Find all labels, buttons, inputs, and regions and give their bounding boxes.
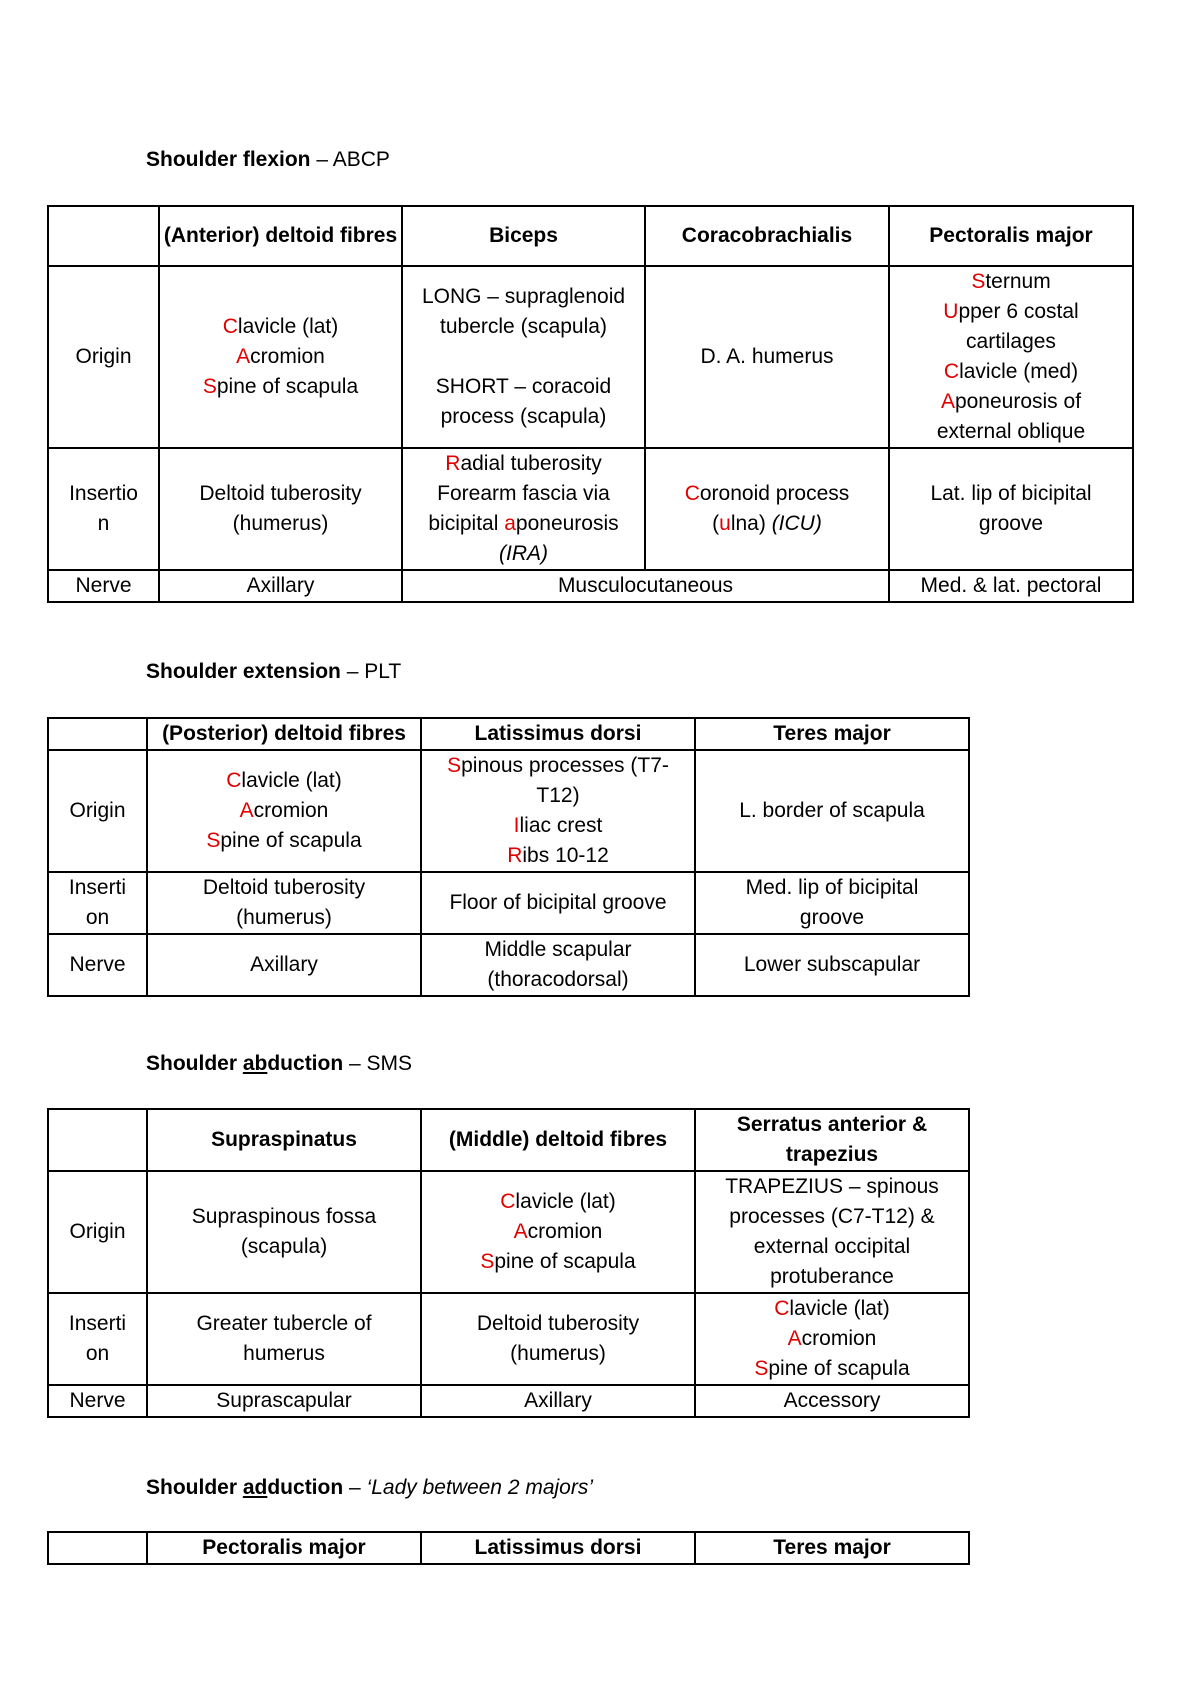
extension-insertion-label: Inserti on — [48, 872, 147, 934]
extension-nerve-label: Nerve — [48, 934, 147, 996]
flexion-heading: Shoulder flexion – ABCP — [146, 148, 390, 171]
abduction-title: Shoulder abduction — [146, 1052, 344, 1075]
adduction-corner-cell — [48, 1532, 147, 1564]
flexion-origin-label: Origin — [48, 266, 159, 448]
flexion-insertion-deltoid: Deltoid tuberosity (humerus) — [159, 448, 402, 570]
extension-insertion-row — [48, 872, 969, 934]
abduction-header-row — [48, 1109, 969, 1171]
abduction-table — [47, 1108, 970, 1418]
abduction-nerve-label: Nerve — [48, 1385, 147, 1417]
extension-insertion-latissimus: Floor of bicipital groove — [421, 872, 695, 934]
abduction-origin-row — [48, 1171, 969, 1293]
flexion-corner-cell — [48, 206, 159, 266]
extension-mnemonic: PLT — [364, 660, 402, 683]
abduction-nerve-supraspinatus: Suprascapular — [147, 1385, 421, 1417]
extension-origin-latissimus: Spinous processes (T7- T12) Iliac crest Ribs 10-12 — [421, 750, 695, 872]
abduction-col-supraspinatus: Supraspinatus — [147, 1109, 421, 1171]
extension-insertion-teres: Med. lip of bicipital groove — [695, 872, 969, 934]
flexion-title: Shoulder flexion — [146, 148, 311, 171]
abduction-col-serratus-trapezius: Serratus anterior & trapezius — [695, 1109, 969, 1171]
adduction-col-latissimus: Latissimus dorsi — [421, 1532, 695, 1564]
extension-origin-deltoid: Clavicle (lat) Acromion Spine of scapula — [147, 750, 421, 872]
abduction-nerve-deltoid: Axillary — [421, 1385, 695, 1417]
abduction-insertion-trapezius: Clavicle (lat) Acromion Spine of scapula — [695, 1293, 969, 1385]
flexion-origin-pectoralis: Sternum Upper 6 costal cartilages Clavicle (med) Aponeurosis of external oblique — [889, 266, 1133, 448]
abduction-insertion-deltoid: Deltoid tuberosity (humerus) — [421, 1293, 695, 1385]
flexion-nerve-deltoid: Axillary — [159, 570, 402, 602]
flexion-origin-coracobrachialis: D. A. humerus — [645, 266, 889, 448]
extension-nerve-row — [48, 934, 969, 996]
extension-insertion-deltoid: Deltoid tuberosity (humerus) — [147, 872, 421, 934]
flexion-mnemonic: ABCP — [332, 148, 390, 171]
extension-origin-label: Origin — [48, 750, 147, 872]
flexion-origin-biceps: LONG – supraglenoid tubercle (scapula) SHORT – coracoid process (scapula) — [402, 266, 645, 448]
adduction-title: Shoulder adduction — [146, 1476, 344, 1499]
flexion-nerve-row — [48, 570, 1133, 602]
abduction-insertion-label: Inserti on — [48, 1293, 147, 1385]
abduction-col-middle-deltoid: (Middle) deltoid fibres — [421, 1109, 695, 1171]
flexion-nerve-pectoralis: Med. & lat. pectoral — [889, 570, 1133, 602]
extension-origin-teres: L. border of scapula — [695, 750, 969, 872]
extension-nerve-teres: Lower subscapular — [695, 934, 969, 996]
extension-table — [47, 717, 970, 997]
flexion-nerve-label: Nerve — [48, 570, 159, 602]
flexion-origin-deltoid: Clavicle (lat) Acromion Spine of scapula — [159, 266, 402, 448]
abduction-origin-supraspinatus: Supraspinous fossa (scapula) — [147, 1171, 421, 1293]
flexion-origin-row — [48, 266, 1133, 448]
flexion-col-anterior-deltoid: (Anterior) deltoid fibres — [159, 206, 402, 266]
adduction-header-row — [48, 1532, 969, 1564]
abduction-origin-deltoid: Clavicle (lat) Acromion Spine of scapula — [421, 1171, 695, 1293]
flexion-table — [47, 205, 1134, 603]
abduction-corner-cell — [48, 1109, 147, 1171]
flexion-col-coracobrachialis: Coracobrachialis — [645, 206, 889, 266]
flexion-insertion-label: Insertio n — [48, 448, 159, 570]
adduction-mnemonic: ‘Lady between 2 majors’ — [366, 1476, 594, 1499]
flexion-col-pectoralis-major: Pectoralis major — [889, 206, 1133, 266]
flexion-insertion-coracobrachialis: Coronoid process (ulna) (ICU) — [645, 448, 889, 570]
extension-heading: Shoulder extension – PLT — [146, 660, 402, 683]
flexion-header-row — [48, 206, 1133, 266]
extension-title: Shoulder extension — [146, 660, 341, 683]
adduction-col-pectoralis-major: Pectoralis major — [147, 1532, 421, 1564]
abduction-origin-trapezius: TRAPEZIUS – spinous processes (C7-T12) & external occipital protuberance — [695, 1171, 969, 1293]
flexion-insertion-row — [48, 448, 1133, 570]
extension-nerve-deltoid: Axillary — [147, 934, 421, 996]
flexion-col-biceps: Biceps — [402, 206, 645, 266]
extension-origin-row — [48, 750, 969, 872]
flexion-insertion-pectoralis: Lat. lip of bicipital groove — [889, 448, 1133, 570]
adduction-heading: Shoulder adduction – ‘Lady between 2 majors’ — [146, 1476, 594, 1499]
extension-col-teres-major: Teres major — [695, 718, 969, 750]
abduction-nerve-row — [48, 1385, 969, 1417]
abduction-origin-label: Origin — [48, 1171, 147, 1293]
extension-col-posterior-deltoid: (Posterior) deltoid fibres — [147, 718, 421, 750]
abduction-heading: Shoulder abduction – SMS — [146, 1052, 413, 1075]
adduction-table — [47, 1531, 970, 1565]
extension-corner-cell — [48, 718, 147, 750]
abduction-insertion-supraspinatus: Greater tubercle of humerus — [147, 1293, 421, 1385]
extension-col-latissimus: Latissimus dorsi — [421, 718, 695, 750]
extension-header-row — [48, 718, 969, 750]
flexion-insertion-biceps: Radial tuberosity Forearm fascia via bicipital aponeurosis (IRA) — [402, 448, 645, 570]
abduction-insertion-row — [48, 1293, 969, 1385]
abduction-mnemonic: SMS — [366, 1052, 413, 1075]
adduction-col-teres-major: Teres major — [695, 1532, 969, 1564]
abduction-nerve-trapezius: Accessory — [695, 1385, 969, 1417]
flexion-nerve-biceps-coracobrachialis: Musculocutaneous — [402, 570, 889, 602]
extension-nerve-latissimus: Middle scapular (thoracodorsal) — [421, 934, 695, 996]
